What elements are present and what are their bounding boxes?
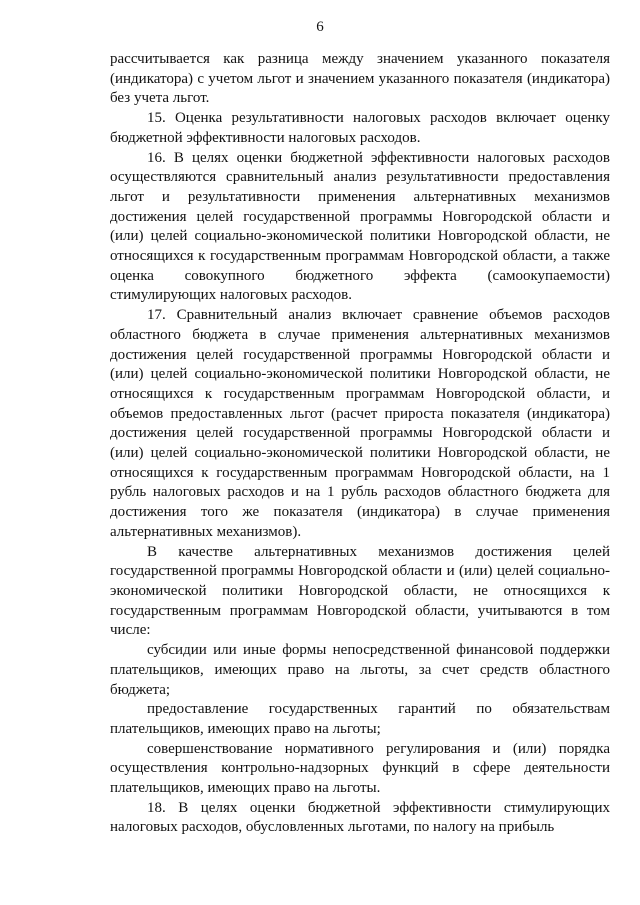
paragraph-15: 15. Оценка результативности налоговых расходов включает оценку бюджетной эффективности налоговых расходов.	[110, 110, 610, 146]
list-item-guarantees: предоставление государственных гарантий по обязательствам плательщиков, имеющих право на льготы;	[110, 701, 610, 737]
list-item-subsidies: субсидии или иные формы непосредственной финансовой поддержки плательщиков, имеющих право на льготы, за счет средств областного бюджета;	[110, 642, 610, 698]
paragraph-continuation: рассчитывается как разница между значением указанного показателя (индикатора) с учетом льгот и значением указанного показателя (индикатора) без учета льгот.	[110, 51, 610, 107]
paragraph-17: 17. Сравнительный анализ включает сравнение объемов расходов областного бюджета в случае применения альтернативных механизмов достижения целей государственной программы Новгородской области и (или) целей социально-экономической политики Новгородской области, не относящихся к государственным программам Новгородской области, и объемов предоставленных льгот (расчет прироста показателя (индикатора) достижения целей государственной программы Новгородской области и (или) целей социально-экономической политики Новгородской области, не относящихся к государственным программам Новгородской области, на 1 рубль налоговых расходов и на 1 рубль расходов областного бюджета для достижения того же показателя (индикатора) в случае применения альтернативных механизмов).	[110, 307, 610, 540]
list-item-regulation: совершенствование нормативного регулирования и (или) порядка осуществления контрольно-надзорных функций в сфере деятельности плательщиков, имеющих право на льготы.	[110, 740, 610, 797]
paragraph-alternative-mechanisms: В качестве альтернативных механизмов достижения целей государственной программы Новгородской области и (или) целей социально-экономической политики Новгородской области, не относящихся к государственным программам Новгородской области, учитываются в том числе:	[110, 543, 610, 639]
paragraph-18: 18. В целях оценки бюджетной эффективности стимулирующих налоговых расходов, обусловленных льготами, по налогу на прибыль	[110, 799, 610, 836]
paragraph-16: 16. В целях оценки бюджетной эффективности налоговых расходов осуществляются сравнительный анализ результативности предоставления льгот и результативности применения альтернативных механизмов достижения целей государственной программы Новгородской области и (или) целей социально-экономической политики Новгородской области, не относящихся к государственным программам Новгородской области, а также оценка совокупного бюджетного эффекта (самоокупаемости) стимулирующих налоговых расходов.	[110, 149, 610, 304]
page-number: 6	[316, 19, 324, 35]
document-body	[110, 50, 610, 838]
